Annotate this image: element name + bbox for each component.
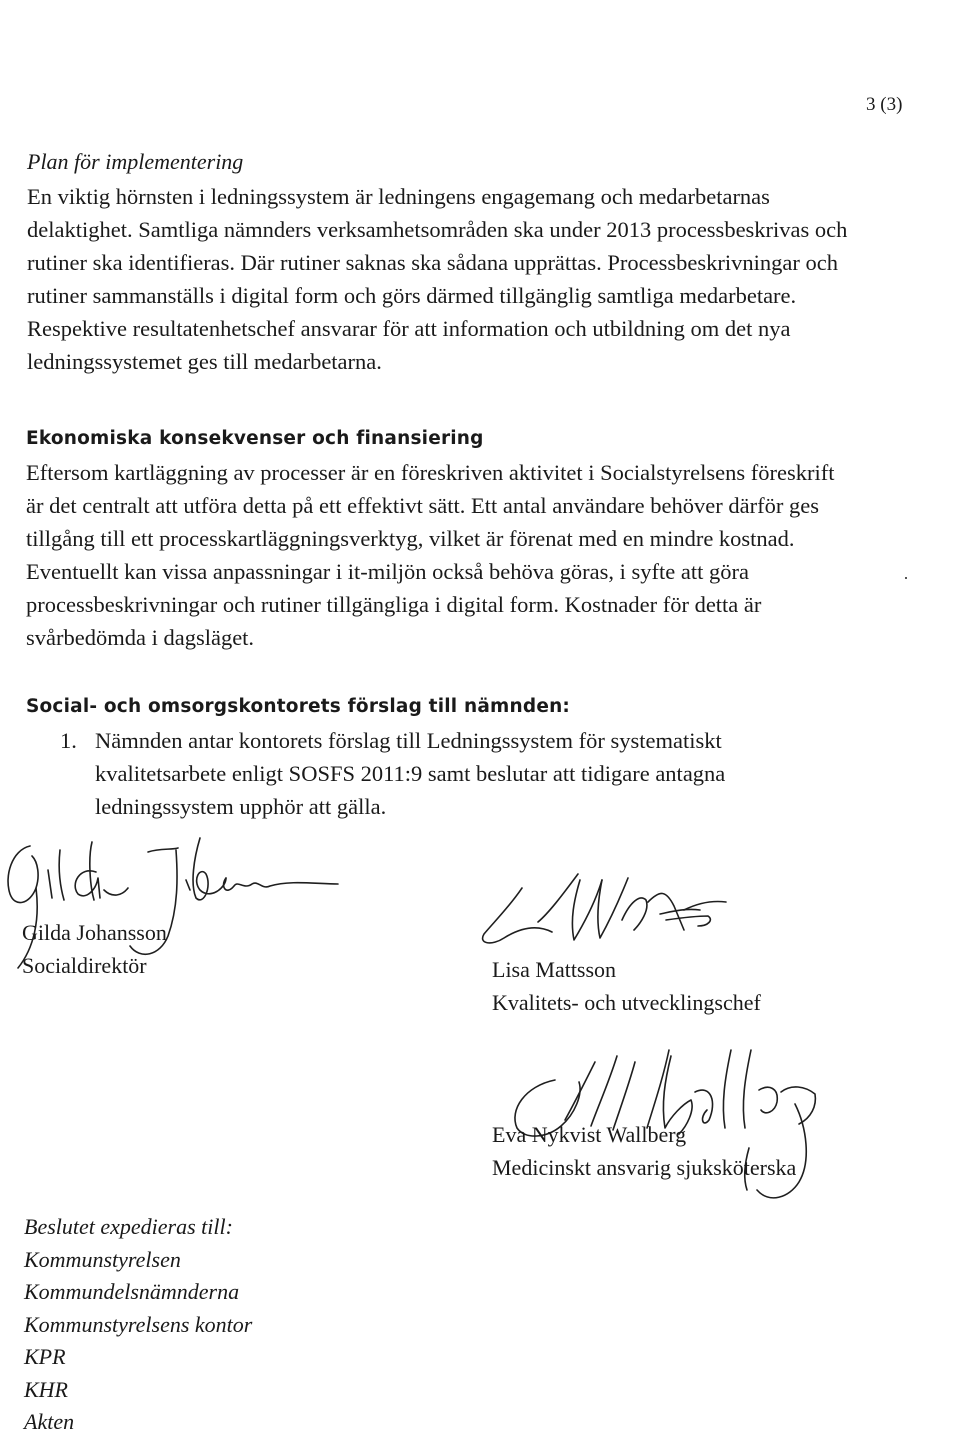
distribution-recipient: KHR (24, 1376, 68, 1402)
paragraph-line: ledningssystemet ges till medarbetarna. (27, 349, 382, 374)
distribution-recipient: Kommundelsnämnderna (24, 1279, 240, 1304)
signatory-block (22, 916, 167, 982)
paragraph-line: Respektive resultatenhetschef ansvarar för att information och utbildning om det nya (27, 316, 791, 341)
list-item-text (95, 724, 725, 823)
implementation-paragraph (27, 180, 847, 378)
implementation-heading: Plan för implementering (27, 149, 244, 174)
paragraph-line: delaktighet. Samtliga nämnders verksamhetsområden ska under 2013 processbeskrivas och (27, 217, 848, 242)
paragraph-line: Eventuellt kan vissa anpassningar i it-miljön också behöva göras, i syfte att göra (26, 559, 749, 584)
signatory-name: Gilda Johansson (22, 920, 167, 945)
signatory-title: Socialdirektör (22, 953, 147, 978)
signatory-block (492, 953, 761, 1019)
distribution-recipient: Akten (24, 1409, 75, 1434)
economics-heading: Ekonomiska konsekvenser och finansiering (26, 428, 484, 449)
list-item-line: ledningssystem upphör att gälla. (95, 794, 387, 819)
list-item-line: Nämnden antar kontorets förslag till Ledningssystem för systematiskt (95, 728, 722, 753)
paragraph-line: svårbedömda i dagsläget. (26, 625, 255, 650)
distribution-recipient: Kommunstyrelsen (24, 1246, 181, 1272)
distribution-heading: Beslutet expedieras till: (24, 1214, 233, 1239)
signatory-title: Kvalitets- och utvecklingschef (492, 990, 761, 1015)
paragraph-line: är det centralt att utföra detta på ett effektivt sätt. Ett antal användare behöver därför ges (26, 493, 819, 518)
paragraph-line: Eftersom kartläggning av processer är en föreskriven aktivitet i Socialstyrelsens föreskrift (26, 460, 835, 485)
proposal-heading: Social- och omsorgskontorets förslag till nämnden: (26, 696, 571, 717)
distribution-recipient: Kommunstyrelsens kontor (24, 1311, 253, 1337)
signatory-name: Eva Nykvist Wallberg (492, 1122, 687, 1147)
page-number: 3 (3) (866, 94, 903, 115)
economics-paragraph (26, 456, 834, 654)
stray-mark (905, 577, 907, 579)
paragraph-line: En viktig hörnsten i ledningssystem är ledningens engagemang och medarbetarnas (27, 184, 770, 209)
paragraph-line: rutiner ska identifieras. Där rutiner saknas ska sådana upprättas. Processbeskrivningar och (27, 250, 838, 275)
list-item-line: kvalitetsarbete enligt SOSFS 2011:9 samt beslutar att tidigare antagna (95, 761, 726, 786)
paragraph-line: processbeskrivningar och rutiner tillgängliga i digital form. Kostnader för detta är (26, 592, 762, 617)
list-item-number: 1. (60, 728, 77, 753)
signatory-block (492, 1118, 796, 1184)
paragraph-line: tillgång till ett processkartläggningsverktyg, vilket är förenat med en mindre kostnad. (26, 526, 795, 551)
paragraph-line: rutiner sammanställs i digital form och görs därmed tillgänglig samtliga medarbetare. (27, 283, 797, 308)
signature-lisa-mattsson (470, 860, 730, 960)
signatory-name: Lisa Mattsson (492, 957, 617, 982)
signatory-title: Medicinskt ansvarig sjuksköterska (492, 1155, 797, 1180)
distribution-recipient: KPR (24, 1344, 66, 1369)
distribution-list (24, 1211, 252, 1439)
